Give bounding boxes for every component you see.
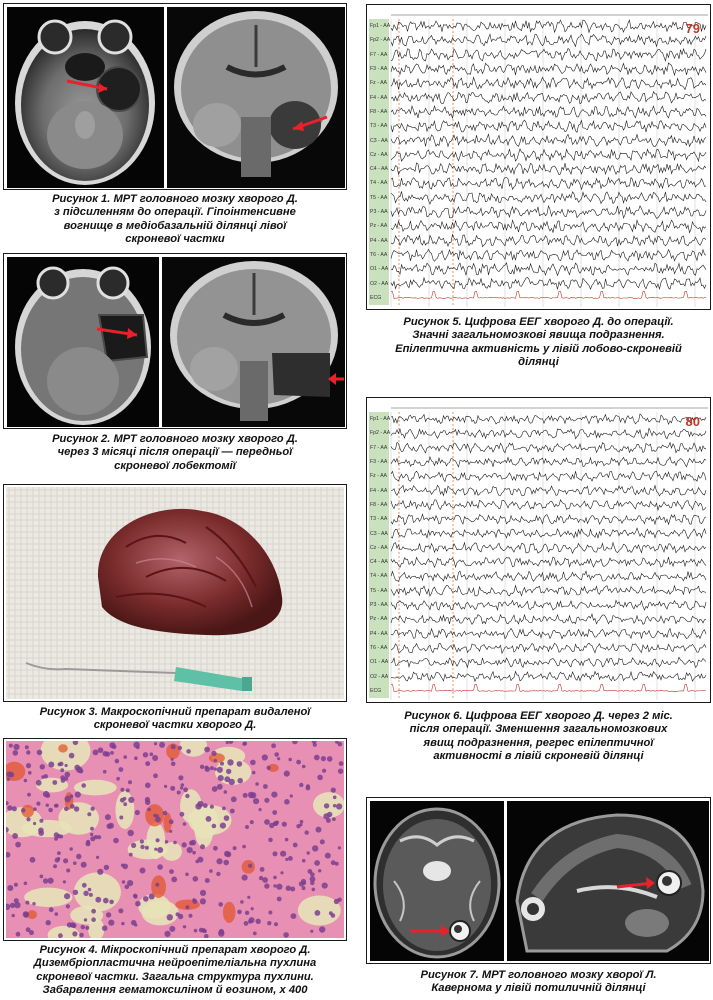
eeg-channel-label: T3 - AA <box>370 123 388 130</box>
eeg-trace <box>391 471 706 481</box>
eeg-channel-labels <box>369 412 389 698</box>
eeg-channel-label: C3 - AA <box>370 137 388 144</box>
eeg-channel-label: P4 - AA <box>370 237 388 244</box>
eeg-trace <box>391 414 706 424</box>
eeg-trace <box>391 614 706 624</box>
eeg-trace <box>391 120 706 132</box>
eeg-channel-label: C3 - AA <box>370 530 388 537</box>
eeg-channel-label: Pz - AA <box>370 616 388 623</box>
figure-4-caption <box>3 944 347 998</box>
eeg-trace <box>391 500 706 510</box>
eeg-trace <box>391 220 706 233</box>
eeg-trace <box>391 485 706 496</box>
eeg-channel-label: F4 - AA <box>370 94 388 101</box>
caption-line: з підсиленням до операції. Гіпоінтенсивне <box>54 206 296 219</box>
eeg-trace <box>391 134 706 146</box>
eeg-trace <box>391 77 706 89</box>
mri-sagittal-cavernoma <box>507 801 709 961</box>
mri-coronal-preop <box>167 7 345 188</box>
eeg-channel-label: F3 - AA <box>370 459 388 466</box>
eeg-trace <box>391 106 706 118</box>
eeg-trace <box>391 177 706 189</box>
eeg-channel-label: C4 - AA <box>370 559 388 566</box>
figure-7-caption <box>366 969 711 996</box>
eeg-channel-label: Cz - AA <box>370 151 388 158</box>
eeg-channel-label: Fp2 - AA <box>370 37 391 44</box>
caption-line: Забарвлення гематоксиліном й еозином, х 400 <box>42 984 308 997</box>
figure-7 <box>366 797 711 964</box>
eeg-channel-label: O1 - AA <box>370 659 389 666</box>
figure-3-caption <box>3 706 347 733</box>
eeg-channel-label: Fz - AA <box>370 80 388 87</box>
eeg-trace <box>391 643 706 653</box>
caption-line: Рисунок 4. Мікроскопічний препарат хворого Д. <box>39 944 311 956</box>
eeg-channel-label: Cz - AA <box>370 544 388 551</box>
eeg-channel-label: Fp1 - AA <box>370 416 391 423</box>
eeg-channel-label: ECG <box>370 687 382 694</box>
eeg-channel-label: P3 - AA <box>370 209 388 216</box>
eeg-trace <box>391 49 706 61</box>
microscopic-specimen-photo <box>6 741 344 938</box>
eeg-trace <box>391 63 706 75</box>
caption-line: Рисунок 6. Цифрова ЕЕГ хворого Д. через 2 міс. <box>404 710 673 722</box>
eeg-trace <box>391 249 706 261</box>
eeg-trace <box>391 571 706 581</box>
eeg-trace <box>391 291 706 298</box>
eeg-trace <box>391 514 706 524</box>
eeg-trace <box>391 277 706 289</box>
eeg-trace <box>391 457 706 467</box>
eeg-trace <box>391 671 706 681</box>
caption-line: після операції. Зменшення загальномозкових <box>409 723 668 736</box>
eeg-channel-label: O2 - AA <box>370 673 389 680</box>
eeg-trace <box>391 263 706 276</box>
figure-6 <box>366 397 711 703</box>
mri-axial-cavernoma <box>370 801 504 961</box>
figure-1 <box>3 3 347 190</box>
eeg-channel-label: C4 - AA <box>370 166 388 173</box>
caption-line: через 3 місяці після операції — передньої <box>57 446 293 459</box>
eeg-channel-labels <box>369 19 389 305</box>
eeg-trace <box>391 684 706 691</box>
eeg-trace <box>391 92 706 104</box>
figure-6-caption <box>366 710 711 764</box>
eeg-trace <box>391 428 706 439</box>
mri-axial-preop <box>7 7 164 188</box>
mri-coronal-postop <box>162 257 345 427</box>
eeg-recording-postop <box>369 400 708 700</box>
eeg-channel-label: T5 - AA <box>370 194 388 201</box>
eeg-trace <box>391 629 706 639</box>
eeg-trace <box>391 528 706 539</box>
eeg-channel-label: T4 - AA <box>370 573 388 580</box>
eeg-channel-label: T3 - AA <box>370 516 388 523</box>
caption-line: Рисунок 3. Макроскопічний препарат видаленої <box>39 706 311 718</box>
caption-line: Дизембріопластична нейроепітеліальна пухлина <box>33 957 317 970</box>
caption-line: скроневої частки <box>125 233 225 246</box>
page-counter: 79 <box>685 21 700 36</box>
eeg-trace <box>391 586 706 596</box>
figure-2-caption <box>3 433 347 473</box>
figure-4 <box>3 738 347 941</box>
eeg-trace <box>391 557 706 567</box>
eeg-traces <box>369 400 708 700</box>
eeg-channel-label: F8 - AA <box>370 108 388 115</box>
eeg-channel-label: Fz - AA <box>370 473 388 480</box>
eeg-trace <box>391 600 706 610</box>
eeg-channel-label: F7 - AA <box>370 51 388 58</box>
eeg-trace <box>391 206 706 219</box>
eeg-trace <box>391 149 706 161</box>
caption-line: Кавернома у лівій потиличній ділянці <box>431 982 646 995</box>
caption-line: Рисунок 7. МРТ головного мозку хворої Л. <box>420 969 657 981</box>
caption-line: активності в лівій скроневій ділянці <box>433 750 644 763</box>
eeg-channel-label: T4 - AA <box>370 180 388 187</box>
eeg-traces <box>369 7 708 307</box>
caption-line: скроневої частки. Загальна структура пухлини. <box>36 970 314 983</box>
figure-5-caption <box>366 316 711 370</box>
eeg-trace <box>391 234 706 246</box>
caption-line: скроневої частки хворого Д. <box>93 719 257 732</box>
figure-5 <box>366 4 711 310</box>
caption-line: Рисунок 2. МРТ головного мозку хворого Д. <box>52 433 298 445</box>
figure-3 <box>3 484 347 702</box>
caption-line: Епілептична активність у лівій лобово-скроневій <box>395 342 682 355</box>
eeg-channel-label: P3 - AA <box>370 602 388 609</box>
caption-line: скроневої лобектомії <box>114 459 236 472</box>
eeg-channel-label: T6 - AA <box>370 251 388 258</box>
eeg-trace <box>391 442 706 453</box>
eeg-trace <box>391 192 706 205</box>
eeg-channel-label: F4 - AA <box>370 487 388 494</box>
eeg-channel-label: T6 - AA <box>370 644 388 651</box>
eeg-trace <box>391 34 706 47</box>
caption-line: Рисунок 1. МРТ головного мозку хворого Д. <box>52 193 298 205</box>
eeg-channel-label: P4 - AA <box>370 630 388 637</box>
caption-line: Значні загальномозкові явища подразнення. <box>412 329 665 342</box>
eeg-trace <box>391 543 706 554</box>
eeg-channel-label: Fp1 - AA <box>370 23 391 30</box>
caption-line: ділянці <box>518 356 559 369</box>
eeg-trace <box>391 163 706 175</box>
figure-2 <box>3 253 347 429</box>
page-counter: 80 <box>685 414 700 429</box>
caption-line: вогнище в медіобазальній ділянці лівої <box>63 219 287 232</box>
eeg-channel-label: F8 - AA <box>370 501 388 508</box>
eeg-channel-label: Pz - AA <box>370 223 388 230</box>
eeg-channel-label: ECG <box>370 294 382 301</box>
mri-axial-postop <box>7 257 159 427</box>
eeg-channel-label: F3 - AA <box>370 66 388 73</box>
eeg-trace <box>391 657 706 667</box>
eeg-channel-label: F7 - AA <box>370 444 388 451</box>
caption-line: явищ подразнення, регрес епілептичної <box>423 736 654 749</box>
macroscopic-specimen-photo <box>6 487 344 699</box>
eeg-trace <box>391 20 706 32</box>
eeg-channel-label: O1 - AA <box>370 266 389 273</box>
eeg-channel-label: T5 - AA <box>370 587 388 594</box>
eeg-recording-preop <box>369 7 708 307</box>
eeg-channel-label: Fp2 - AA <box>370 430 391 437</box>
eeg-channel-label: O2 - AA <box>370 280 389 287</box>
figure-1-caption <box>3 193 347 247</box>
caption-line: Рисунок 5. Цифрова ЕЕГ хворого Д. до операції. <box>403 316 674 328</box>
